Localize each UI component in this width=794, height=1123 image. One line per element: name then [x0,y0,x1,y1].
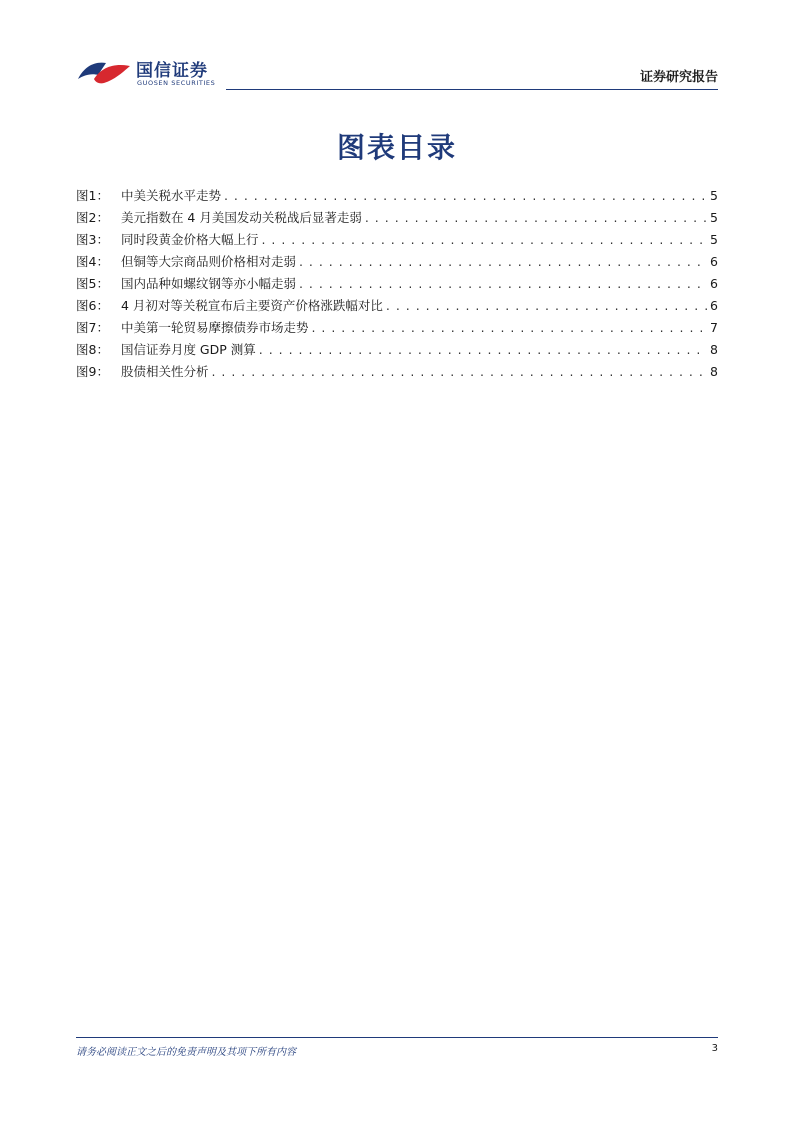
toc-entry[interactable] [76,274,718,296]
logo-english-name: GUOSEN SECURITIES [137,79,216,87]
toc-entry-leader [259,342,707,357]
table-of-figures [76,186,718,384]
toc-entry-number: 图3： [76,232,109,247]
toc-entry-number: 图9： [76,364,109,379]
toc-entry-leader [211,364,707,379]
toc-entry-page: 5 [710,210,718,225]
toc-entry[interactable] [76,340,718,362]
guosen-logo-icon [76,57,132,87]
toc-entry-leader [365,210,707,225]
toc-entry-page: 5 [710,232,718,247]
toc-entry-page: 8 [710,364,718,379]
toc-entry-number: 图6： [76,298,109,313]
toc-entry-page: 8 [710,342,718,357]
toc-entry-title: 国内品种如螺纹钢等亦小幅走弱 [120,276,296,291]
toc-entry[interactable] [76,230,718,252]
toc-entry-page: 6 [710,298,718,313]
toc-entry-number: 图4： [76,254,109,269]
page-title: 图表目录 [336,131,457,164]
toc-entry-number: 图1： [76,188,109,203]
toc-entry-page: 5 [710,188,718,203]
toc-entry[interactable] [76,252,718,274]
toc-entry-title: 中美关税水平走势 [120,188,221,203]
page-number: 3 [711,1043,718,1054]
toc-entry-leader [386,298,707,313]
toc-entry-title: 国信证券月度 GDP 测算 [120,342,256,357]
toc-entry[interactable] [76,186,718,208]
toc-entry-title: 同时段黄金价格大幅上行 [120,232,259,247]
toc-entry-number: 图8： [76,342,109,357]
footer-disclaimer: 请务必阅读正文之后的免责声明及其项下所有内容 [76,1047,296,1058]
toc-entry[interactable] [76,208,718,230]
page-footer [76,1037,718,1058]
report-type-label: 证券研究报告 [639,70,718,85]
toc-entry-page: 7 [710,320,718,335]
toc-entry-number: 图7： [76,320,109,335]
header-divider [226,89,718,90]
toc-entry-number: 图5： [76,276,109,291]
toc-entry-title: 但铜等大宗商品则价格相对走弱 [120,254,296,269]
toc-entry-leader [299,254,707,269]
toc-entry-title: 美元指数在 4 月美国发动关税战后显著走弱 [120,210,362,225]
toc-entry[interactable] [76,296,718,318]
logo-chinese-name: 国信证券 [136,61,208,81]
guosen-logo [76,54,226,90]
toc-entry-page: 6 [710,254,718,269]
toc-entry-leader [311,320,707,335]
toc-entry[interactable] [76,318,718,340]
toc-entry[interactable] [76,362,718,384]
toc-entry-leader [261,232,707,247]
page-header [76,52,718,92]
toc-entry-page: 6 [710,276,718,291]
toc-entry-leader [224,188,707,203]
footer-divider [76,1037,718,1038]
toc-entry-title: 4 月初对等关税宣布后主要资产价格涨跌幅对比 [120,298,383,313]
toc-entry-leader [299,276,707,291]
toc-entry-title: 中美第一轮贸易摩擦债券市场走势 [120,320,309,335]
toc-entry-number: 图2： [76,210,109,225]
toc-entry-title: 股债相关性分析 [120,364,209,379]
